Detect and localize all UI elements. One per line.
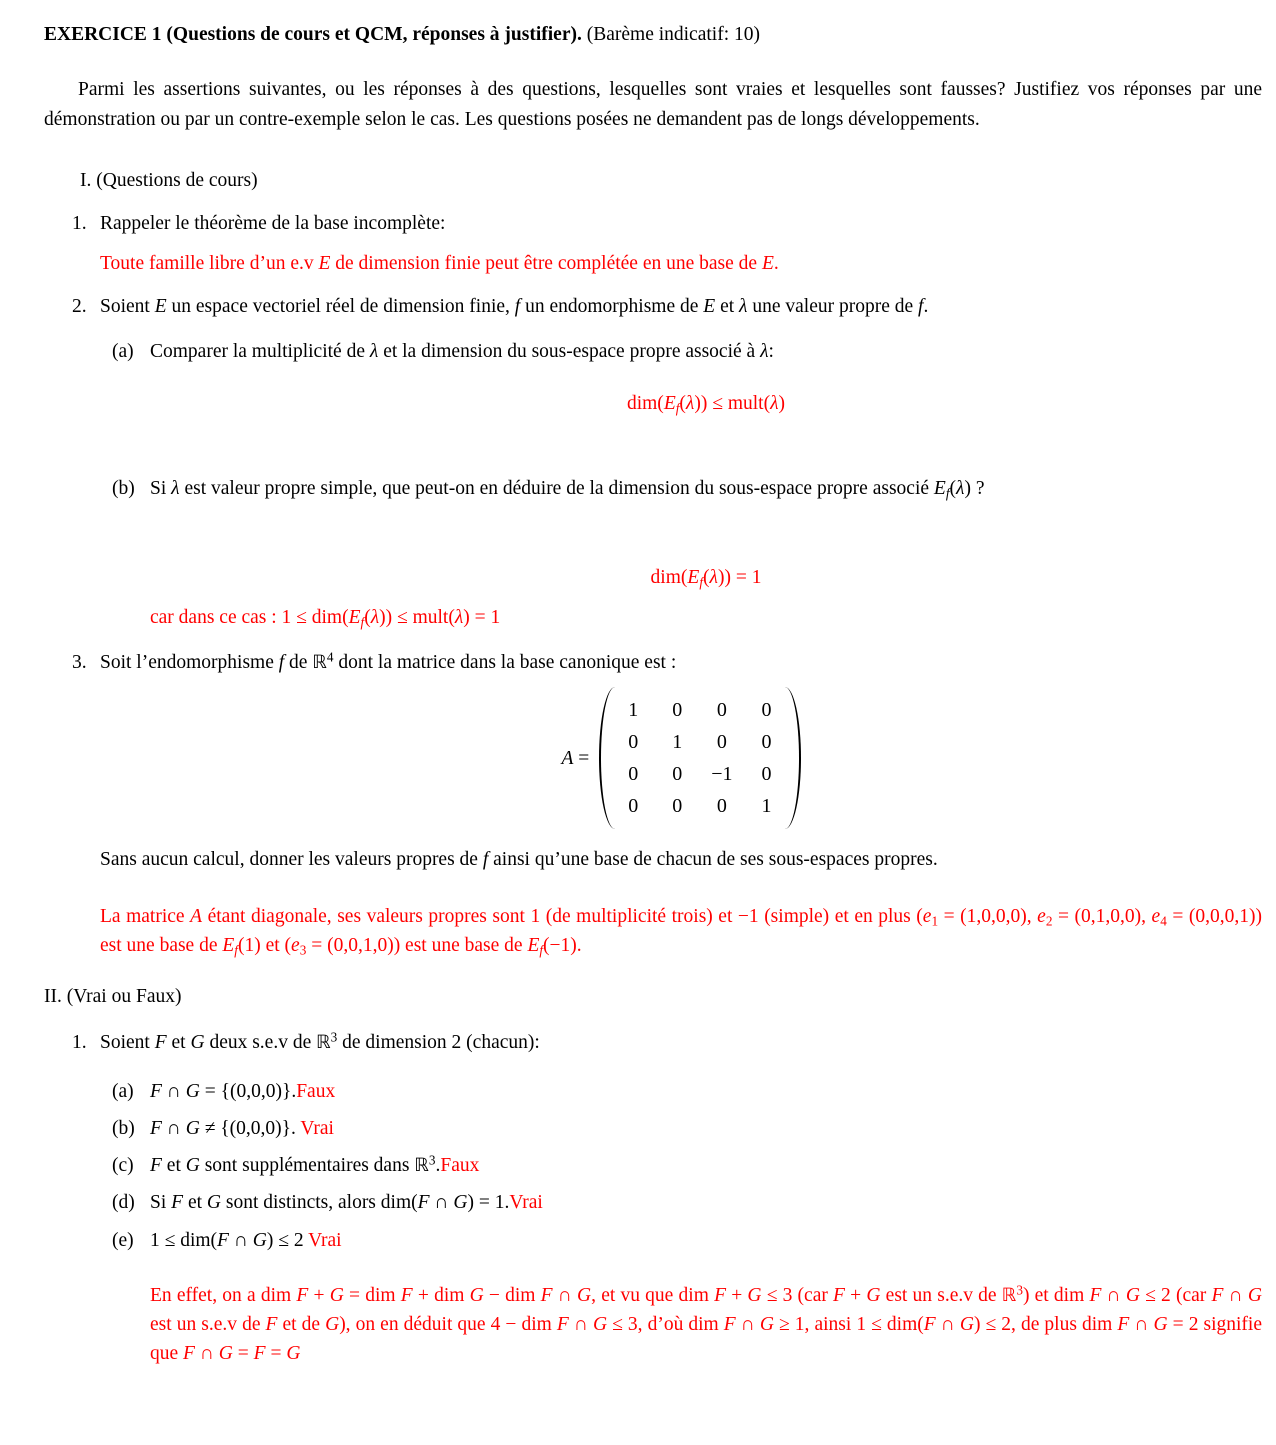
matrix-lhs: A =: [561, 747, 590, 769]
question-3-followup: Sans aucun calcul, donner les valeurs propres de f ainsi qu’une base de chacun de ses sous-espaces propres.: [100, 849, 938, 871]
matrix-cell: 0: [716, 795, 727, 818]
matrix-cell: 1: [761, 795, 772, 818]
tf-item-b: [112, 1114, 1262, 1143]
question-2b: [112, 474, 1262, 632]
section-ii-label: II.: [44, 986, 62, 1007]
tf-item-b-verdict: Vrai: [295, 1117, 334, 1139]
tf-item-c-statement: F et G sont supplémentaires dans ℝ$^3$.: [150, 1152, 441, 1176]
matrix-cell: 0: [672, 795, 683, 818]
matrix-cell: 1: [672, 731, 683, 754]
section-ii-title: (Vrai ou Faux): [66, 986, 182, 1007]
tf-item-c: [112, 1151, 1262, 1180]
question-2a-answer-equation: $dim(E_f(\lambda))$ ≤ mult(λ): [626, 393, 786, 416]
tf-item-e-verdict: Vrai: [303, 1229, 342, 1251]
matrix-cell: 0: [716, 731, 727, 754]
question-2: [72, 292, 1262, 633]
tf-item-c-verdict: Faux: [440, 1155, 480, 1176]
tf-item-e-label: (e): [112, 1229, 134, 1251]
section-ii-heading: [44, 982, 1262, 1011]
tf-item-e: [112, 1226, 1262, 1255]
question-2a-text: Comparer la multiplicité de λ et la dimension du sous-espace propre associé à λ:: [150, 340, 774, 362]
question-ii-1-text: Soient F et G deux s.e.v de ℝ$^3$ de dimension 2 (chacun):: [100, 1029, 540, 1054]
tf-item-b-statement: F ∩ G ≠ {(0,0,0)}.: [150, 1117, 296, 1139]
question-1-answer: Toute famille libre d’un e.v E de dimension finie peut être complétée en une base de E.: [100, 253, 779, 275]
question-ii-1: [72, 1028, 1262, 1368]
question-2b-answer-equation: $dim(E_f(\lambda)) = 1$: [650, 566, 762, 589]
matrix-right-paren: [785, 687, 801, 829]
question-2b-answer-note: car dans ce cas : $1 \le dim(E_f(\lambda))$ ≤ mult(λ) = 1: [150, 606, 501, 630]
matrix-grid: [615, 687, 784, 829]
tf-item-d-label: (d): [112, 1192, 135, 1214]
tf-item-a-label: (a): [112, 1080, 134, 1102]
matrix-cell: 0: [761, 699, 772, 722]
tf-item-a: [112, 1077, 1262, 1106]
question-3-answer: La matrice A étant diagonale, ses valeurs propres sont 1 (de multiplicité trois) et −1 (simple) et en plus ($e_1 = (1,0,0,0)$, $e_2 = (0,1,0,0)$, $e_4 = (0,0,0,1)$) est une base de $E_f(1)$ et $(e_3 = (0,0,1,0))$ est une base de $E_f(-1)$.: [100, 905, 1262, 958]
section-i-title: (Questions de cours): [96, 169, 258, 191]
question-1-number: 1.: [72, 213, 87, 234]
matrix-cell: 0: [716, 699, 727, 722]
tf-item-a-statement: F ∩ G = {(0,0,0)}.: [150, 1080, 297, 1102]
exercise-title-bold: EXERCICE 1 (Questions de cours et QCM, réponses à justifier).: [44, 24, 582, 45]
question-2-text: Soient E un espace vectoriel réel de dimension finie, f un endomorphisme de E et λ une valeur propre de f.: [100, 295, 929, 317]
question-3-number: 3.: [72, 652, 87, 673]
matrix-cell: −1: [711, 763, 733, 786]
matrix-cell: 1: [628, 699, 639, 722]
tf-item-c-label: (c): [112, 1155, 134, 1176]
tf-justification: En effet, on a dim F + G = dim F + dim G − dim F ∩ G, et vu que dim F + G ≤ 3 (car F + G est un s.e.v de ℝ$^3$) et dim F ∩ G ≤ 2 (car F ∩ G est un s.e.v de F et de G), on en déduit que 4 − dim F ∩ G ≤ 3, d’où dim F ∩ G ≥ 1, ainsi 1 ≤ dim(F ∩ G) ≤ 2, de plus dim F ∩ G = 2 signifie que F ∩ G = F = G: [150, 1282, 1262, 1365]
tf-item-d: [112, 1188, 1262, 1217]
tf-item-d-verdict: Vrai: [509, 1192, 543, 1214]
matrix-cell: 0: [672, 763, 683, 786]
question-ii-1-number: 1.: [72, 1032, 87, 1054]
matrix-cell: 0: [628, 795, 639, 818]
tf-item-d-statement: Si F et G sont distincts, alors dim(F ∩ G) = 1.: [150, 1192, 510, 1214]
section-i-label: I.: [80, 169, 92, 191]
tf-item-a-verdict: Faux: [296, 1080, 336, 1102]
matrix-cell: 0: [628, 731, 639, 754]
question-3-text: Soit l’endomorphisme f de ℝ$^4$ dont la matrice dans la base canonique est :: [100, 649, 677, 673]
question-1-text: Rappeler le théorème de la base incomplète:: [100, 213, 446, 234]
intro-paragraph: Parmi les assertions suivantes, ou les réponses à des questions, lesquelles sont vraies et lesquelles sont fausses? Justifiez vos réponses par une démonstration ou par un contre-exemple selon le cas. Les questions posées ne demandent pas de longs développements.: [44, 79, 1262, 130]
matrix-A: [100, 687, 1262, 829]
question-2b-label: (b): [112, 478, 135, 500]
section-i-heading: [80, 166, 1262, 195]
matrix-cell: 0: [628, 763, 639, 786]
matrix-cell: 0: [672, 699, 683, 722]
matrix-cell: 0: [761, 763, 772, 786]
exercise-title-scale: (Barème indicatif: 10): [581, 24, 760, 45]
question-1: [72, 209, 1262, 279]
question-2-number: 2.: [72, 295, 87, 317]
matrix-left-paren: [599, 687, 615, 829]
exercise-title: [44, 20, 1262, 49]
question-3: [72, 648, 1262, 960]
tf-item-e-statement: 1 ≤ dim(F ∩ G) ≤ 2: [150, 1229, 304, 1251]
matrix-cell: 0: [761, 731, 772, 754]
question-2a: [112, 337, 1262, 475]
question-2b-text: Si λ est valeur propre simple, que peut-on en déduire de la dimension du sous-espace propre associé $E_f(\lambda)$ ?: [150, 478, 985, 501]
question-2a-label: (a): [112, 340, 134, 362]
tf-item-b-label: (b): [112, 1117, 135, 1139]
